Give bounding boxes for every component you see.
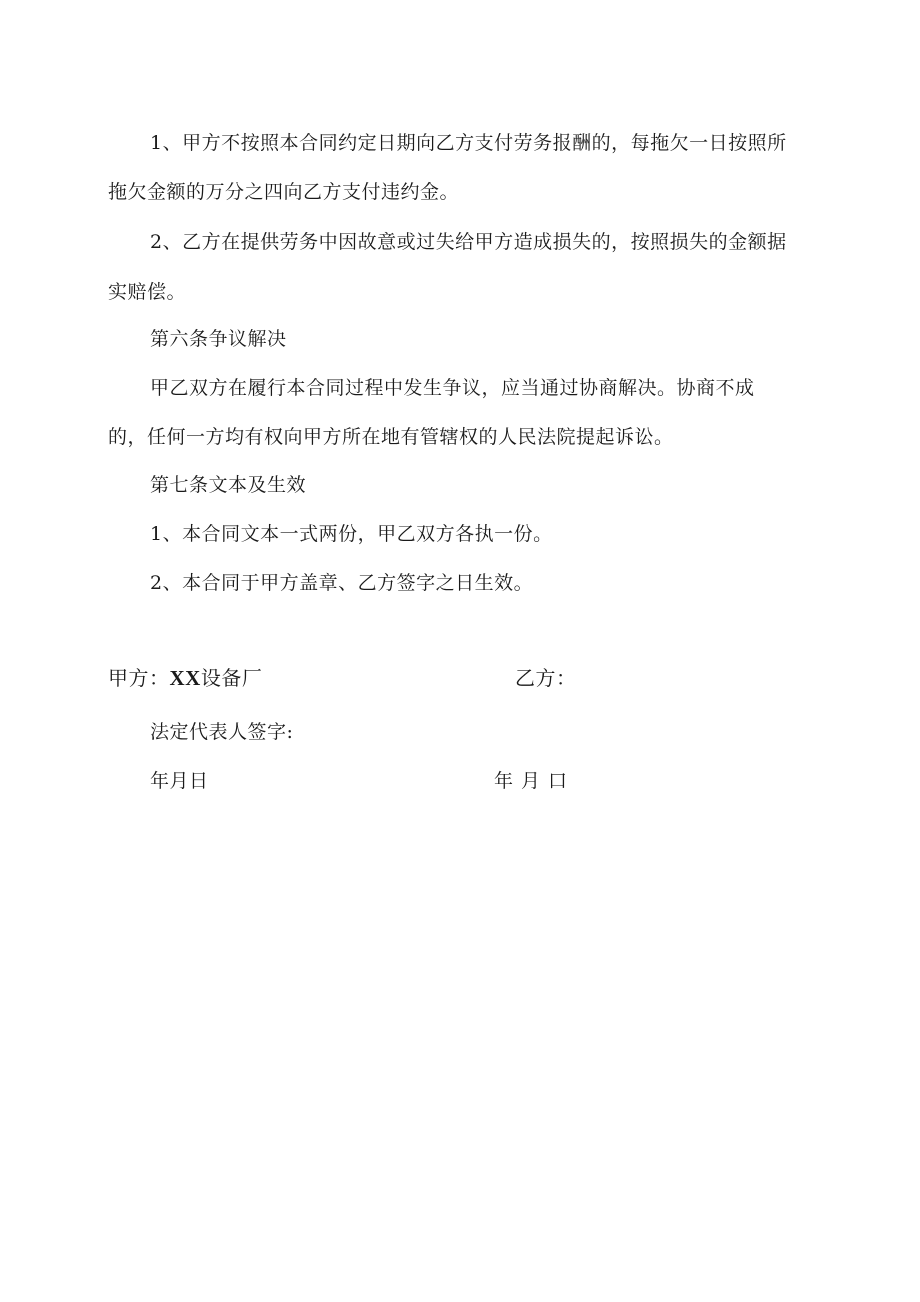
article7-title: 第七条文本及生效 xyxy=(150,474,307,496)
party-b-date: 年月口 xyxy=(494,770,576,792)
article7-item2: 2、本合同于甲方盖章、乙方签字之日生效。 xyxy=(150,572,534,594)
party-b-label: 乙方： xyxy=(515,666,577,690)
article7-item1: 1、本合同文本一式两份，甲乙双方各执一份。 xyxy=(150,523,553,545)
article6-title: 第六条争议解决 xyxy=(150,328,287,350)
breach-item1-line1: 1、甲方不按照本合同约定日期向乙方支付劳务报酬的，每拖欠一日按照所 xyxy=(150,132,787,154)
breach-item2-line1: 2、乙方在提供劳务中因故意或过失给甲方造成损失的，按照损失的金额据 xyxy=(150,231,787,253)
party-a-name: XX xyxy=(169,666,201,690)
party-a-label: 甲方： xyxy=(108,666,170,690)
breach-item1-line2: 拖欠金额的万分之四向乙方支付违约金。 xyxy=(108,181,460,203)
breach-item2-line2: 实赔偿。 xyxy=(108,281,187,303)
legal-representative-signature: 法定代表人签字: xyxy=(150,721,294,743)
article6-line1: 甲乙双方在履行本合同过程中发生争议，应当通过协商解决。协商不成 xyxy=(150,377,755,399)
article6-line2: 的，任何一方均有权向甲方所在地有管辖权的人民法院提起诉讼。 xyxy=(108,426,674,448)
party-a-date: 年月日 xyxy=(150,770,209,792)
party-a-line xyxy=(108,666,262,691)
party-a-suffix: 设备厂 xyxy=(200,666,263,690)
